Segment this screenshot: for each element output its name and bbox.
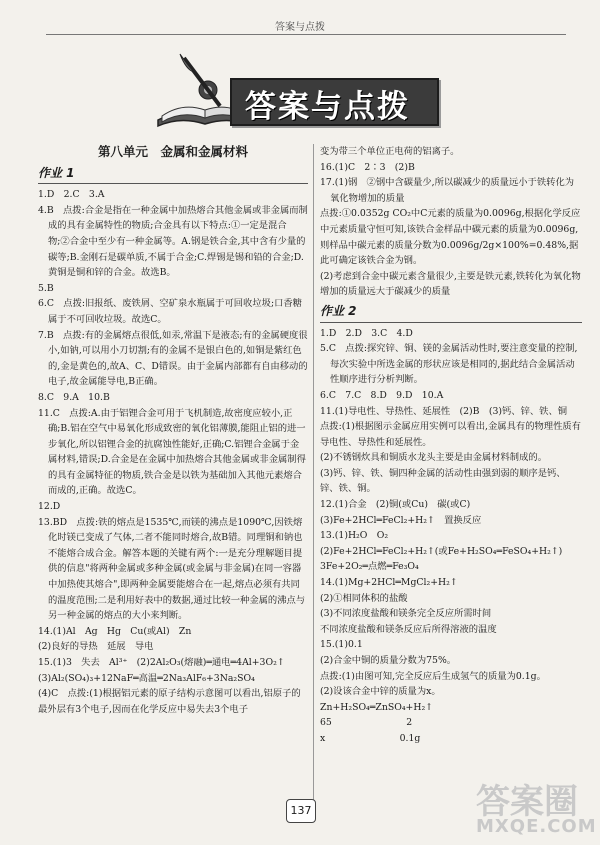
answer-item: 15.(1)3 失去 Al³⁺ (2)2Al₂O₃(熔融)═通电═4Al+3O₂↑ bbox=[38, 657, 285, 668]
answer-item: 16.(1)C 2∶3 (2)B bbox=[320, 161, 415, 173]
header-rule bbox=[46, 34, 566, 35]
answer-item: 15.(1)0.1 bbox=[320, 639, 363, 651]
answer-item: 14.(1)Al Ag Hg Cu(或Al) Zn bbox=[38, 625, 192, 637]
section-heading-homework-1: 作业 1 bbox=[38, 166, 308, 185]
answer-item: 5.C 点拨:探究锌、铜、镁的金属活动性时,要注意变量的控制,每次实验中所选金属的形状应该是相同的,据此结合金属活动性顺序进行分析判断。 bbox=[320, 343, 578, 386]
answer-item: 13.BD 点拨:铁的熔点是1535℃,而镁的沸点是1090℃,因铁熔化时镁已变成了气体,二者不能同时熔合,故B错。同理铜和钠也不能熔合成合金。解答本题的关键有两个:一是充分理解题目提供的信息"将两种金属或多种金属(或金属与非金属)在同一容器中加热使其熔合",即两种金属要能熔合在一起,熔点必须有共同的温度范围;二是利用好表中的数据,通过比较一种金属的沸点与另一种金属的熔点的大小来判断。 bbox=[38, 516, 306, 622]
answer-item: (3)Al₂(SO₄)₃+12NaF═高温═2Na₃AlF₆+3Na₂SO₄ bbox=[38, 672, 255, 684]
answer-item: (2)合金中铜的质量分数为75%。 bbox=[320, 655, 457, 666]
answer-item: 6.C 7.C 8.D 9.D 10.A bbox=[320, 389, 444, 401]
section-banner bbox=[150, 50, 440, 132]
answer-item: 6.C 点拨:旧报纸、废铁屑、空矿泉水瓶属于可回收垃圾;口香糖属于不可回收垃圾。故选C。 bbox=[38, 298, 302, 325]
answer-item: 17.(1)钢 ②钢中含碳量少,所以碳减少的质量远小于铁转化为氧化物增加的质量 bbox=[320, 177, 575, 204]
answer-item: 变为带三个单位正电荷的铝离子。 bbox=[320, 146, 460, 157]
answer-item: 8.C 9.A 10.B bbox=[38, 391, 110, 403]
page-number: 137 bbox=[286, 799, 316, 823]
answer-item: 13.(1)H₂O O₂ bbox=[320, 530, 389, 542]
column-divider bbox=[313, 144, 314, 804]
answer-item: 11.C 点拨:A.由于铝锂合金可用于飞机制造,故密度应较小,正确;B.铝在空气中易氧化形成致密的氧化铝薄膜,能阻止铝的进一步氧化,所以铝锂合金的抗腐蚀性能好,正确;C.铝锂合金属于金属材料,错误;D.合金是在金属中加热熔合其他金属或非金属制得的具有金属特征的物质,铁合金是以铁为基础加入其他元素熔合而成的,正确。故选C。 bbox=[38, 407, 306, 497]
left-column bbox=[38, 144, 308, 717]
answer-item: 4.B 点拨:合金是指在一种金属中加热熔合其他金属或非金属而制成的具有金属特性的物质;合金具有以下特点:①一定是混合物;②合金中至少有一种金属等。A.钢是铁合金,其中含有少量的碳等;B.金刚石是碳单质,不属于合金;C.焊锡是锡和铅的合金;D.黄铜是铜和锌的合金。故选B。 bbox=[38, 204, 308, 279]
answer-item: 65 2 bbox=[320, 717, 413, 729]
answer-item: 不同浓度盐酸和镁条反应后所得溶液的温度 bbox=[320, 623, 497, 635]
answer-item: (2)考虑到合金中碳元素含量很少,主要是铁元素,铁转化为氧化物增加的质量远大于碳减少的质量 bbox=[320, 270, 581, 298]
watermark-url: MXQE.COM bbox=[476, 816, 597, 837]
answer-item: 5.B bbox=[38, 282, 54, 294]
answer-item: (2)良好的导热 延展 导电 bbox=[38, 641, 154, 653]
answer-item: x 0.1g bbox=[320, 732, 421, 744]
answer-item: 点拨:(1)由图可知,完全反应后生成氢气的质量为0.1g。 bbox=[320, 670, 546, 682]
answer-item: (2)①相同体积的盐酸 bbox=[320, 592, 408, 604]
answer-item: 11.(1)导电性、导热性、延展性 (2)B (3)钙、锌、铁、铜 bbox=[320, 405, 568, 417]
answer-item: 12.D bbox=[38, 501, 61, 513]
unit-title: 第八单元 金属和金属材料 bbox=[97, 144, 248, 159]
answer-item: Zn+H₂SO₄═ZnSO₄+H₂↑ bbox=[320, 701, 433, 713]
answer-item: (3)不同浓度盐酸和镁条完全反应所需时间 bbox=[320, 608, 492, 620]
answer-item: 12.(1)合金 (2)铜(或Cu) 碳(或C) bbox=[320, 499, 471, 511]
right-column bbox=[320, 144, 582, 747]
answer-item: 点拨:①0.0352g CO₂中C元素的质量为0.0096g,根据化学反应中元素质量守恒可知,该铁合金样品中碳元素的质量为0.0096g,则样品中碳元素的质量分数为0.0096g/2g×100%=0.48%,据此可确定该铁合金为钢。 bbox=[320, 208, 581, 267]
banner-title: 答案与点拨 bbox=[245, 89, 410, 125]
running-head: 答案与点拨 bbox=[275, 22, 325, 33]
answer-item: 1.D 2.C 3.A bbox=[38, 189, 105, 201]
answer-item: 1.D 2.D 3.C 4.D bbox=[320, 327, 413, 339]
answer-item: (2)Fe+2HCl═FeCl₂+H₂↑(或Fe+H₂SO₄═FeSO₄+H₂↑) 3Fe+2O₂═点燃═Fe₃O₄ bbox=[320, 545, 572, 573]
watermark-logo bbox=[470, 770, 597, 840]
watermark-text: 答案圈 bbox=[476, 782, 578, 822]
answer-item: (2)不锈钢炊具和铜质水龙头主要是由金属材料制成的。 bbox=[320, 452, 547, 464]
answer-item: (4)C 点拨:(1)根据铝元素的原子结构示意图可以看出,铝原子的最外层有3个电子,因而在化学反应中易失去3个电子 bbox=[38, 688, 301, 715]
answer-item: 7.B 点拨:有的金属熔点很低,如汞,常温下是液态;有的金属硬度很小,如钠,可以用小刀切割;有的金属不是银白色的,如铜是紫红色的,金是黄色的,故A、C、D错误。由于金属内部都有自由移动的电子,故金属能导电,B正确。 bbox=[38, 329, 308, 388]
answer-item: (2)设该合金中锌的质量为x。 bbox=[320, 686, 441, 698]
section-heading-homework-2: 作业 2 bbox=[320, 304, 582, 323]
answer-item: 点拨:(1)根据图示金属应用实例可以看出,金属具有的物理性质有导电性、导热性和延展性。 bbox=[320, 421, 581, 448]
answer-item: 14.(1)Mg+2HCl═MgCl₂+H₂↑ bbox=[320, 577, 458, 589]
answer-item: (3)Fe+2HCl═FeCl₂+H₂↑ 置换反应 bbox=[320, 514, 482, 526]
answer-item: (3)钙、锌、铁、铜四种金属的活动性由强到弱的顺序是钙、锌、铁、铜。 bbox=[320, 467, 566, 495]
